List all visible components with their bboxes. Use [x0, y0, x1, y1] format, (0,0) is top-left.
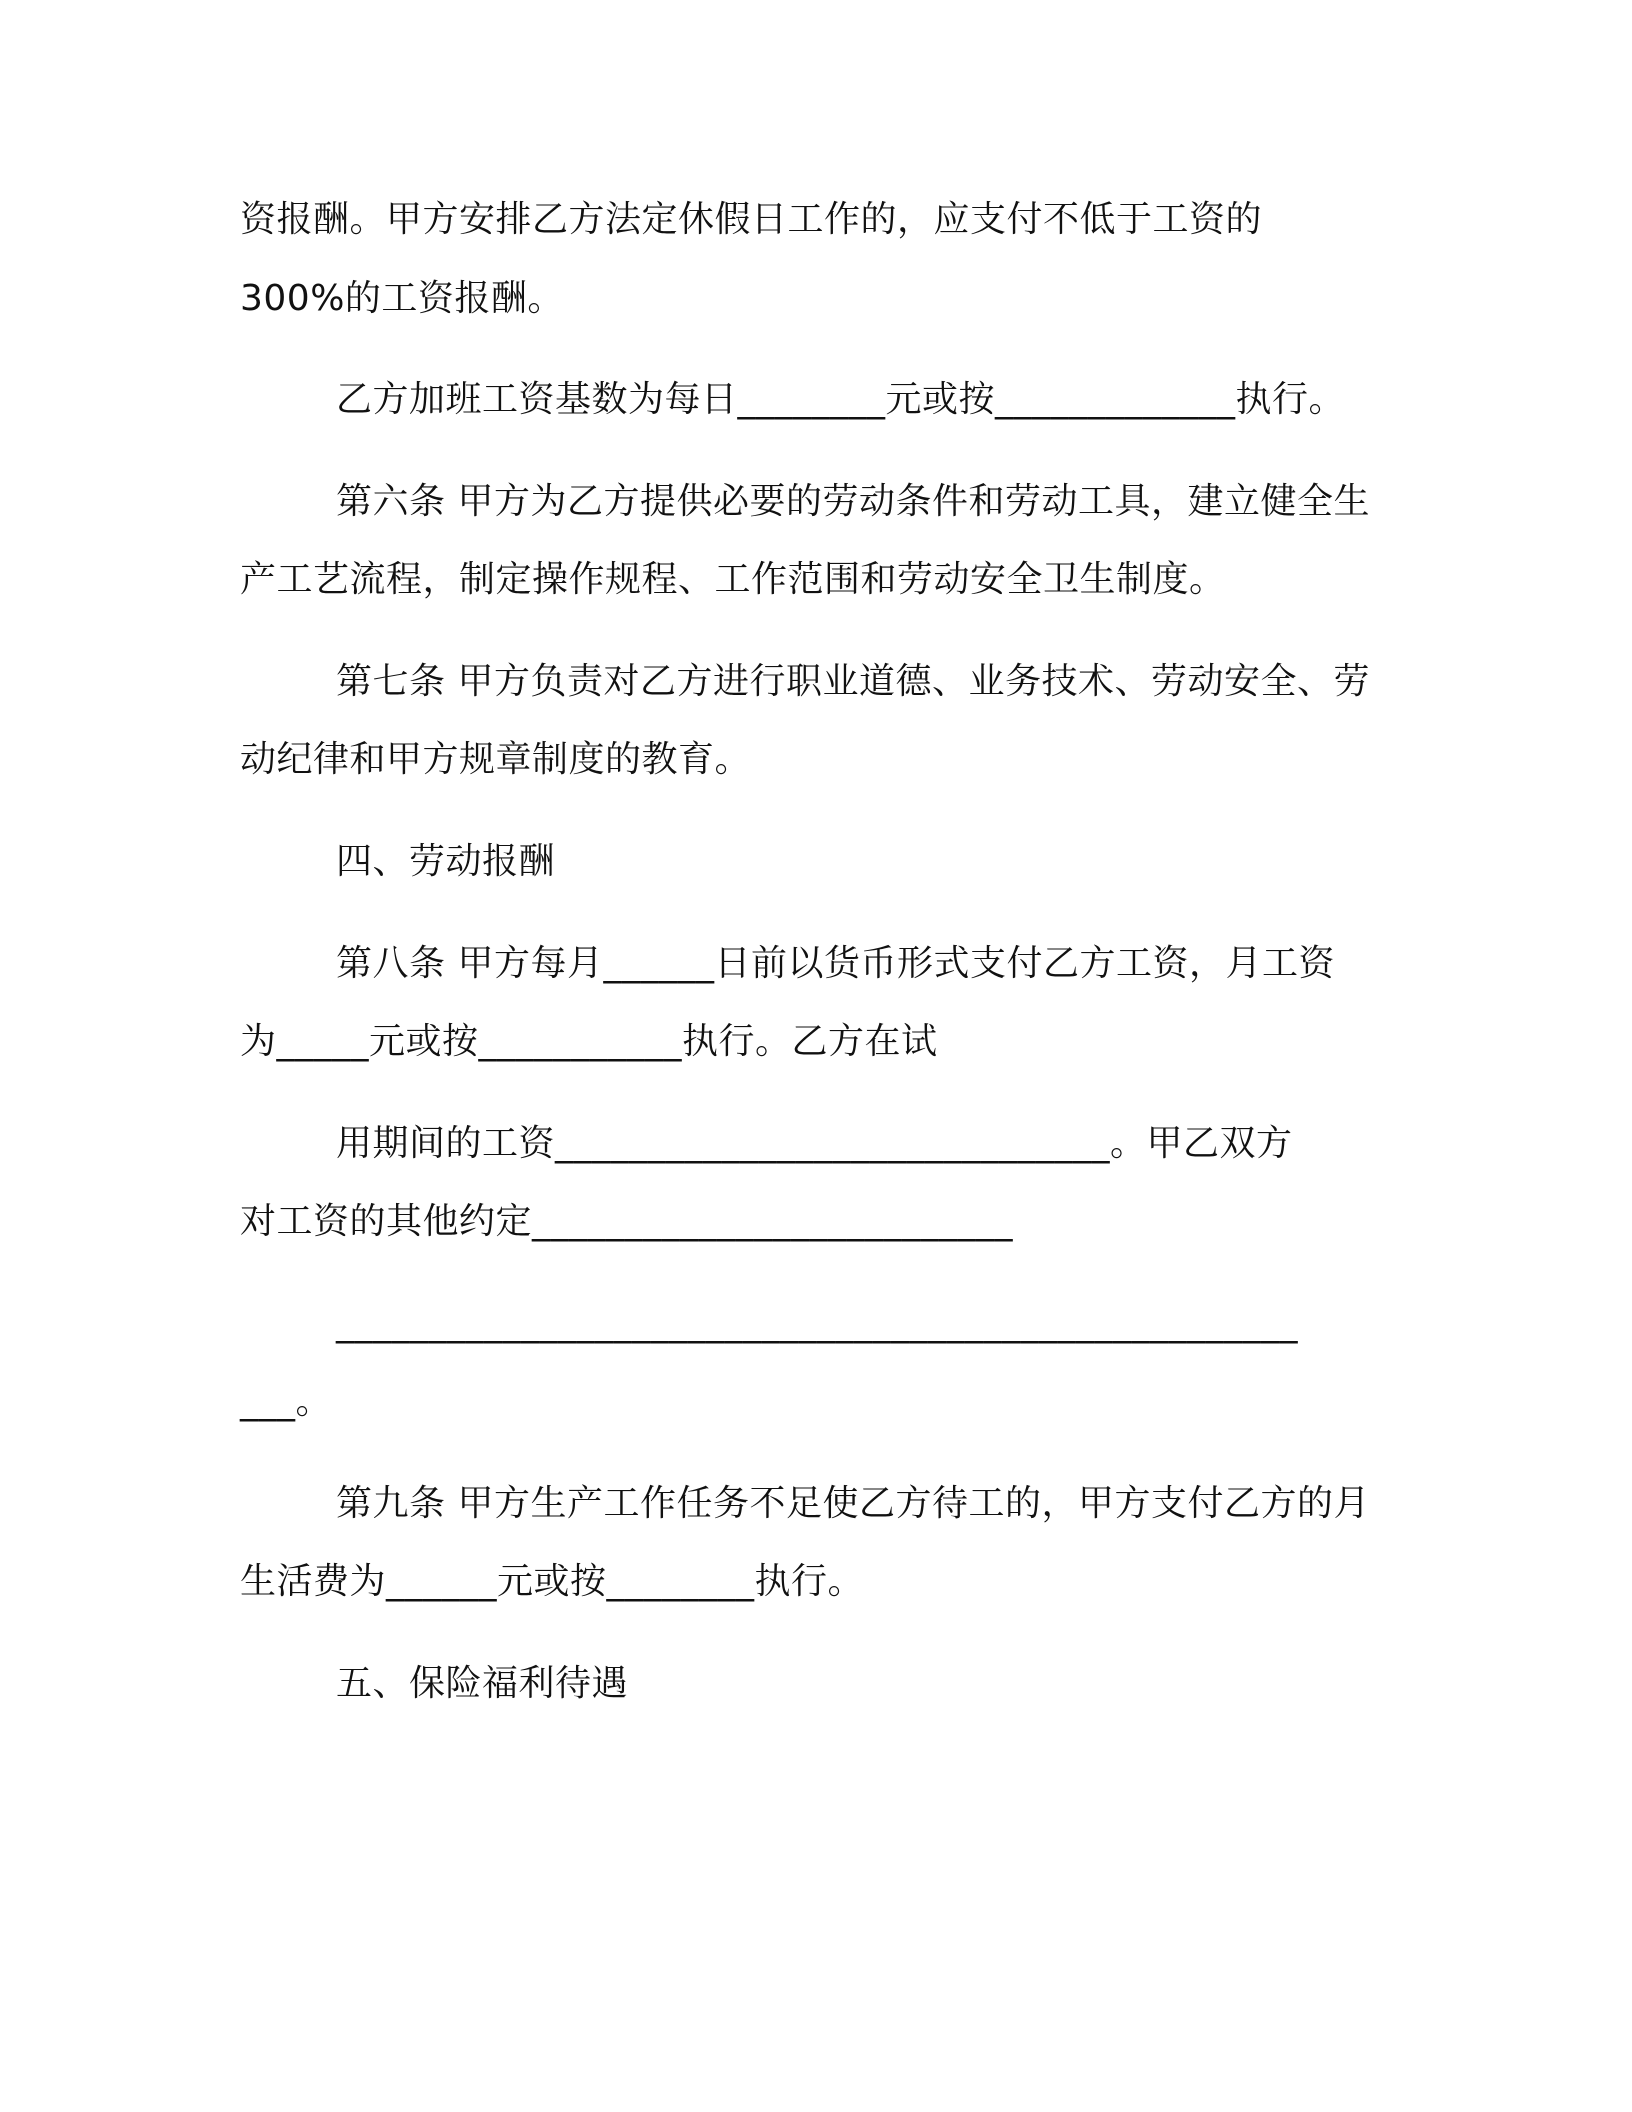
- text-line: 乙方加班工资基数为每日________元或按_____________执行。: [336, 379, 1346, 420]
- article-6-line: 第六条 甲方为乙方提供必要的劳动条件和劳动工具，建立健全生: [336, 481, 1370, 522]
- text-line: 用期间的工资______________________________。甲乙双方: [336, 1123, 1293, 1164]
- text-line: 产工艺流程，制定操作规程、工作范围和劳动安全卫生制度。: [240, 559, 1226, 600]
- text-line: 对工资的其他约定__________________________: [240, 1201, 1014, 1242]
- section-heading: 四、劳动报酬: [336, 841, 556, 882]
- section-heading: 五、保险福利待遇: [336, 1663, 629, 1704]
- text-line: 生活费为______元或按________执行。: [240, 1561, 865, 1602]
- article-7-line: 第七条 甲方负责对乙方进行职业道德、业务技术、劳动安全、劳: [336, 661, 1370, 702]
- article-9-line: 第九条 甲方生产工作任务不足使乙方待工的，甲方支付乙方的月: [336, 1483, 1370, 1524]
- text-line: 动纪律和甲方规章制度的教育。: [240, 739, 752, 780]
- text-line: ____________________________________________________: [336, 1303, 1298, 1344]
- text-line: 资报酬。甲方安排乙方法定休假日工作的，应支付不低于工资的: [240, 199, 1263, 240]
- text-line: 为_____元或按___________执行。乙方在试: [240, 1021, 938, 1062]
- text-line: 300%的工资报酬。: [240, 278, 564, 319]
- article-8-line: 第八条 甲方每月______日前以货币形式支付乙方工资，月工资: [336, 943, 1335, 984]
- text-line: ___。: [240, 1381, 333, 1422]
